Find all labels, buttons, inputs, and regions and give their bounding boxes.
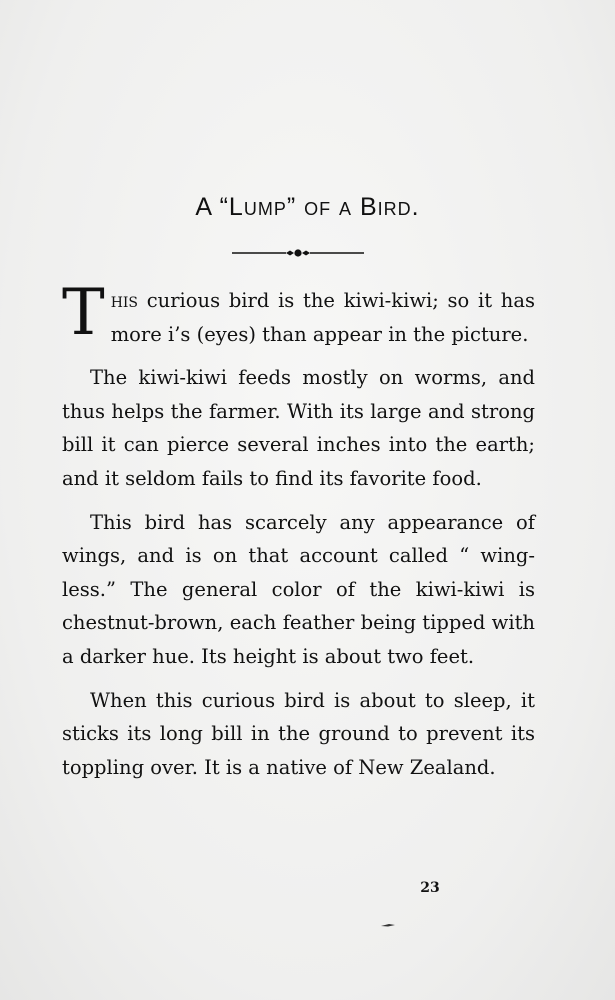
paragraph-4: When this curious bird is about to sleep, it sticks its long bill in the ground to prevent its toppling over. It is a native of New Zealand.: [62, 688, 535, 779]
paragraph-1-text: curious bird is the kiwi-kiwi; so it has more i’s (eyes) than appear in the picture.: [110, 289, 535, 346]
body-text: [62, 276, 535, 794]
ink-speck-decoration: [380, 922, 396, 928]
drop-cap: T: [62, 276, 105, 350]
paragraph-2: The kiwi-kiwi feeds mostly on worms, and thus helps the farmer. With its large and strong bill it can pierce several inches into the earth; and it seldom fails to find its favorite food.: [62, 366, 535, 490]
paragraph-1-lead: his: [110, 289, 139, 312]
page-title: A “Lump” of a Bird.: [195, 193, 420, 221]
ornament-divider: [232, 246, 364, 260]
paragraph-1: [62, 276, 535, 351]
page-number: 23: [420, 880, 440, 896]
paragraph-3: This bird has scarcely any appearance of wings, and is on that account called “ wingless.” The general color of the kiwi-kiwi is chestnut-brown, each feather being tipped with a darker hue. Its height is about two feet.: [62, 510, 535, 668]
